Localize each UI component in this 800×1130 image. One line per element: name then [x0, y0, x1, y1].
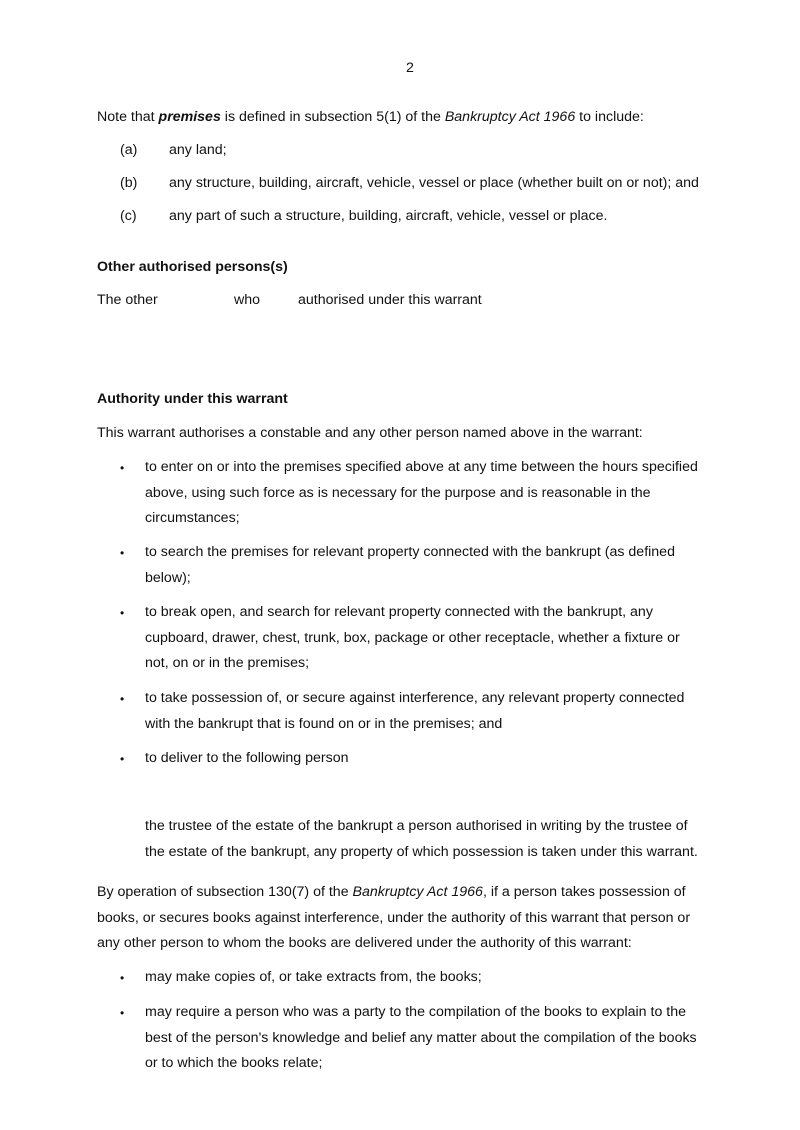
authority-bullet-1: [145, 455, 698, 532]
bullet-marker: •: [120, 971, 125, 985]
operation-paragraph: [97, 880, 690, 957]
line: below);: [145, 569, 191, 586]
line: the trustee of the estate of the bankrupt a person authorised in writing by the trustee of: [145, 818, 688, 834]
note-text: is defined in subsection 5(1) of the: [220, 109, 445, 125]
authority-bullet-4: [145, 686, 684, 737]
line: best of the person's knowledge and belief any matter about the compilation of the books: [145, 1029, 697, 1046]
definition-label-c: (c): [120, 208, 137, 224]
bullet-marker: •: [120, 546, 125, 560]
line: books, or secures books against interference, under the authority of this warrant that person or: [97, 909, 691, 926]
definition-label-b: (b): [120, 175, 138, 191]
definition-text-a: any land;: [169, 142, 227, 158]
line: the estate of the bankrupt, any property of which possession is taken under this warrant.: [145, 843, 698, 860]
line: with the bankrupt that is found on or in the premises; and: [145, 715, 503, 732]
definition-label-a: (a): [120, 142, 138, 158]
operation-text: By operation of subsection 130(7) of the: [97, 884, 353, 900]
operation-text: , if a person takes possession of: [482, 884, 686, 900]
operation-bullet-1: [145, 965, 482, 991]
page-number: 2: [406, 60, 414, 76]
line: cupboard, drawer, chest, trunk, box, package or other receptacle, whether a fixture or: [145, 629, 680, 646]
note-text: to include:: [575, 109, 644, 125]
other-persons-word-2: who: [234, 292, 261, 308]
line: or to which the books relate;: [145, 1055, 323, 1071]
line: [97, 880, 690, 906]
act-title: Bankruptcy Act 1966: [352, 884, 483, 900]
line: not, on or in the premises;: [145, 655, 310, 671]
bullet-marker: •: [120, 752, 125, 766]
line: may make copies of, or take extracts from, the books;: [145, 969, 482, 985]
act-title: Bankruptcy Act 1966: [444, 109, 576, 125]
bullet-marker: •: [120, 1006, 125, 1020]
line: to deliver to the following person: [145, 750, 349, 766]
premises-note: [97, 109, 644, 126]
authority-intro: This warrant authorises a constable and any other person named above in the warrant:: [97, 425, 643, 441]
definition-text-b: any structure, building, aircraft, vehicle, vessel or place (whether built on or not); and: [169, 175, 699, 191]
bullet-marker: •: [120, 692, 125, 706]
line: to break open, and search for relevant property connected with the bankrupt, any: [145, 604, 653, 620]
note-text: Note that: [97, 109, 159, 125]
other-persons-word-1: The other: [97, 292, 158, 308]
line: to enter on or into the premises specified above at any time between the hours specified: [145, 459, 698, 475]
line: circumstances;: [145, 510, 240, 526]
bullet-marker: •: [120, 461, 125, 475]
bullet-marker: •: [120, 606, 125, 620]
other-persons-word-3: authorised under this warrant: [298, 292, 482, 308]
authority-bullet-2: [145, 540, 675, 591]
other-persons-heading: Other authorised persons(s): [97, 259, 288, 275]
line: any other person to whom the books are delivered under the authority of this warrant:: [97, 935, 632, 951]
line: to take possession of, or secure against interference, any relevant property connected: [145, 690, 685, 706]
line: may require a person who was a party to the compilation of the books to explain to the: [145, 1004, 687, 1020]
authority-heading: Authority under this warrant: [97, 391, 288, 407]
operation-bullet-2: [145, 1000, 697, 1077]
defined-term: premises: [158, 109, 221, 125]
definition-text-c: any part of such a structure, building, aircraft, vehicle, vessel or place.: [169, 208, 608, 224]
deliver-continuation: [145, 814, 698, 865]
authority-bullet-3: [145, 600, 680, 677]
line: to search the premises for relevant property connected with the bankrupt (as defined: [145, 544, 675, 560]
line: above, using such force as is necessary for the purpose and is reasonable in the: [145, 484, 651, 501]
authority-bullet-5: [145, 746, 348, 772]
